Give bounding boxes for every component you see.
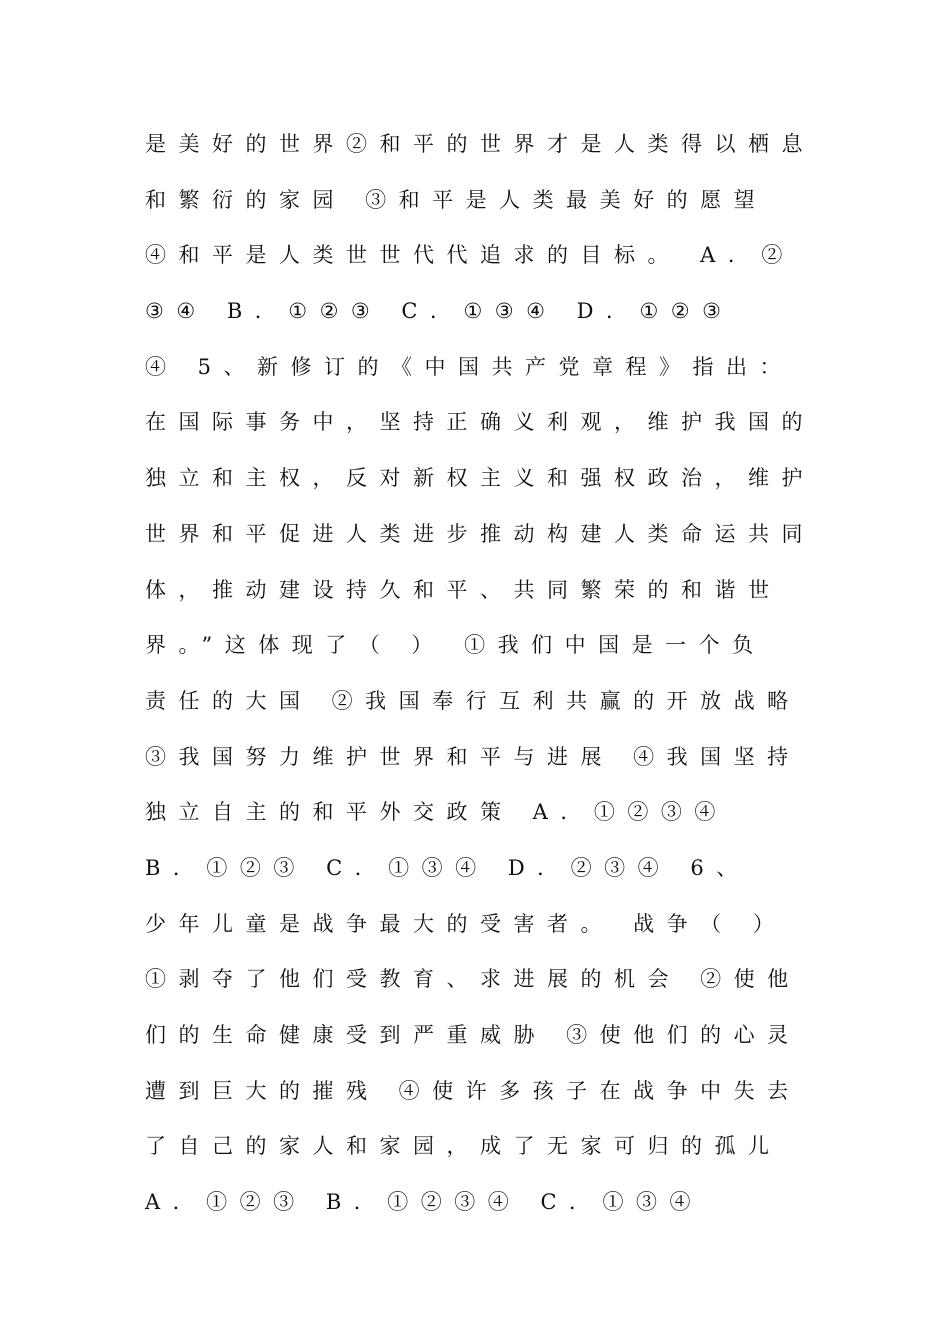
text-line: 和繁衍的家园 ③和平是人类最美好的愿望 [145,187,768,212]
text-line: 责任的大国 ②我国奉行互利共赢的开放战略 [145,688,801,713]
text-line: B．①②③ C．①③④ D．②③④ 6、 [145,855,750,880]
text-line: 少年儿童是战争最大的受害者。 战争（ ） [145,911,787,936]
text-line: 在国际事务中，坚持正确义利观，维护我国的 [145,410,815,435]
text-line: ③我国努力维护世界和平与进展 ④我国坚持 [145,744,801,769]
text-line: ①剥夺了他们受教育、求进展的机会 ②使他 [145,967,801,992]
text-line: 独立自主的和平外交政策 A．①②③④ [145,800,728,825]
text-line: 独立和主权，反对新权主义和强权政治，维护 [145,466,815,491]
text-line: 是美好的世界②和平的世界才是人类得以栖息 [145,132,815,156]
text-line: 们的生命健康受到严重威胁 ③使他们的心灵 [145,1023,801,1047]
text-line: ④ 5、新修订的《中国共产党章程》指出： [145,354,794,379]
question-text [145,122,815,1236]
text-line: A．①②③ B．①②③④ C．①③④ [145,1190,704,1215]
text-line: 体，推动建设持久和平、共同繁荣的和谐世 [145,577,782,602]
text-line: 了自己的家人和家园，成了无家可归的孤儿 [145,1134,782,1159]
text-line: 世界和平促进人类进步推动构建人类命运共同 [145,521,815,546]
text-line: 界。”这体现了（ ） ①我们中国是一个负 [145,633,766,658]
text-line: ④和平是人类世世代代追求的目标。 A．② [145,243,795,268]
text-line: ③④ B．①②③ C．①③④ D．①②③ [145,299,734,324]
text-line: 遭到巨大的摧残 ④使许多孩子在战争中失去 [145,1078,801,1103]
